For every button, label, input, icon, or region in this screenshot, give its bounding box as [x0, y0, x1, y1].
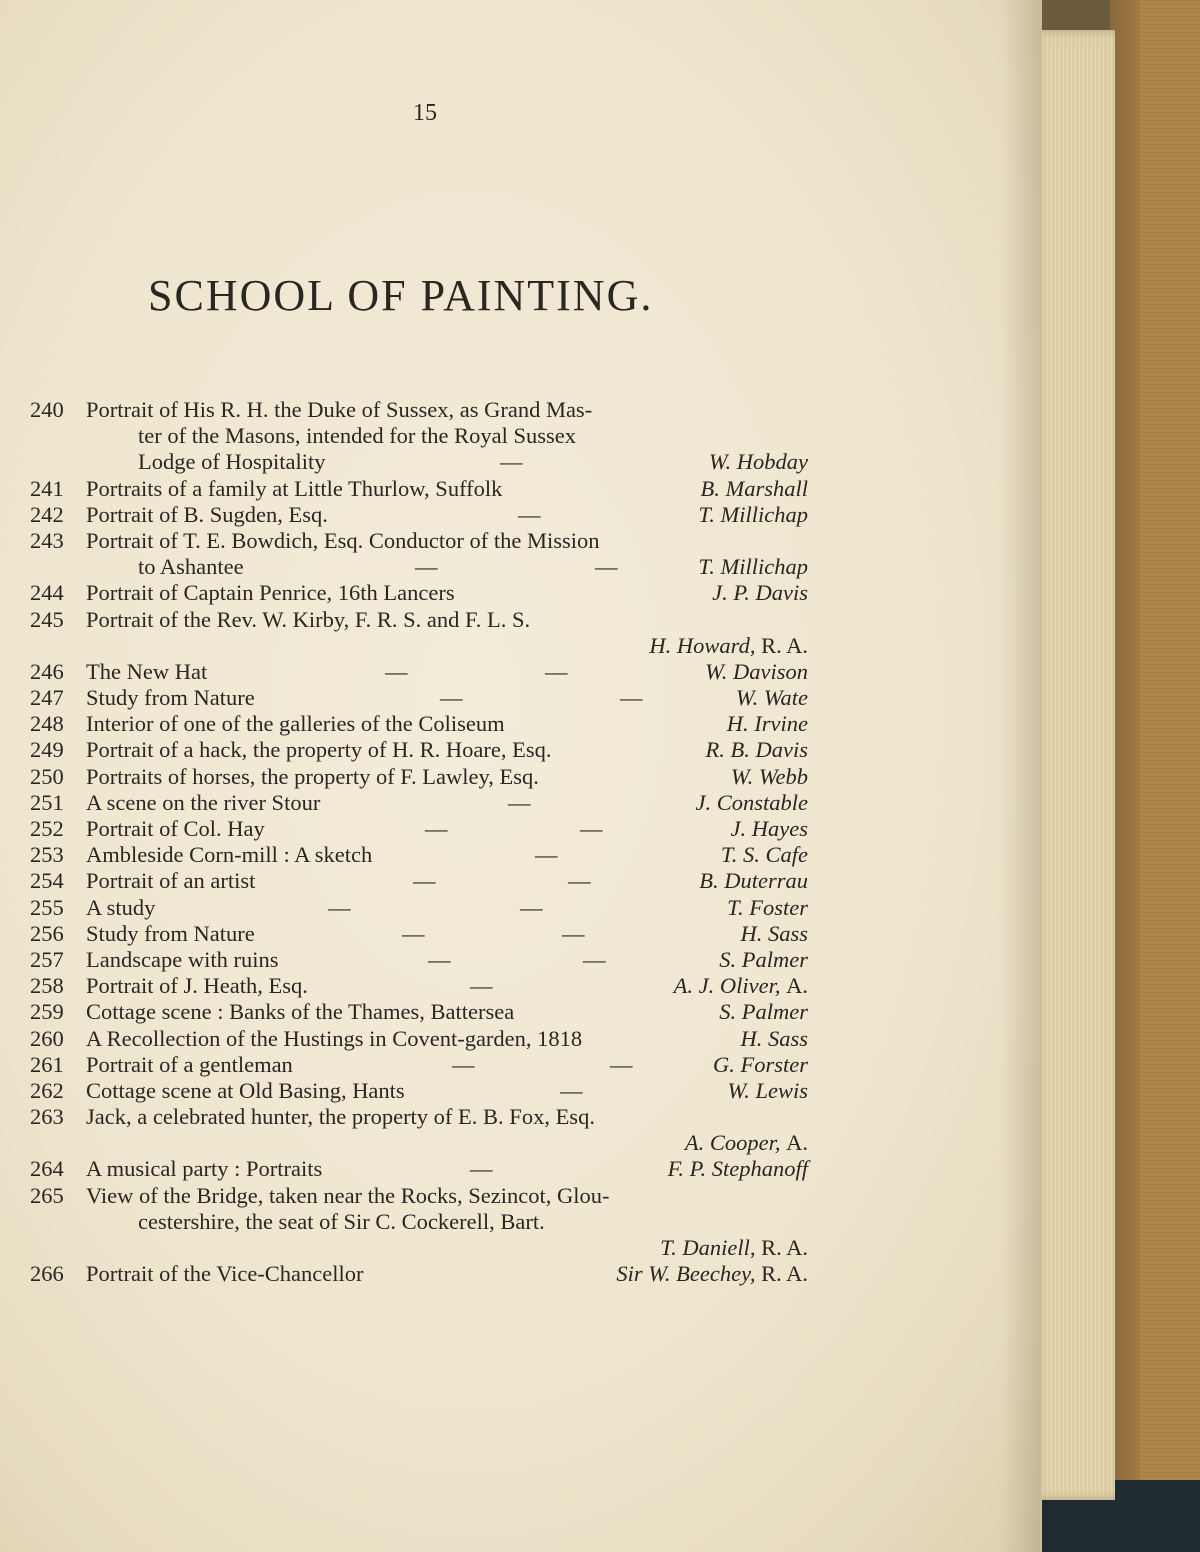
catalog-line	[30, 1078, 820, 1104]
catalog-line	[30, 685, 820, 711]
entry-description: Portrait of J. Heath, Esq.	[86, 973, 308, 999]
catalog-line	[30, 1209, 820, 1235]
entry-artist: T. S. Cafe	[720, 842, 808, 868]
entry-description: Interior of one of the galleries of the Coliseum	[86, 711, 505, 737]
entry-description-continued: to Ashantee	[138, 554, 244, 580]
entry-description: Portrait of the Vice-Chancellor	[86, 1261, 364, 1287]
entry-artist: A. Cooper,	[684, 1130, 781, 1156]
em-dash: —	[580, 816, 603, 841]
entry-number: 266	[30, 1261, 64, 1287]
entry-number: 243	[30, 527, 64, 553]
em-dash: —	[328, 894, 351, 920]
entry-number: 250	[30, 763, 64, 789]
catalog-line	[30, 1104, 820, 1130]
em-dash: —	[520, 894, 543, 920]
entry-artist: W. Lewis	[727, 1077, 808, 1103]
em-dash: —	[413, 868, 436, 894]
em-dash: —	[385, 658, 408, 684]
entry-description: Portraits of horses, the property of F. Lawley, Esq.	[86, 763, 539, 789]
entry-artist: J. Constable	[695, 789, 808, 815]
em-dash: —	[452, 1051, 475, 1077]
em-dash: —	[518, 501, 541, 527]
entry-description: A scene on the river Stour	[86, 789, 321, 815]
catalog-line	[30, 737, 820, 763]
catalog-line	[30, 999, 820, 1025]
entry-description: Portrait of B. Sugden, Esq.	[86, 501, 328, 527]
entry-artist: H. Sass	[740, 920, 808, 946]
entry-description: Portrait of T. E. Bowdich, Esq. Conductor of the Mission	[86, 527, 600, 553]
entry-artist: R. B. Davis	[705, 737, 808, 763]
entry-number: 262	[30, 1077, 64, 1103]
entry-number: 249	[30, 737, 64, 763]
em-dash: —	[508, 789, 531, 815]
entry-artist: G. Forster	[713, 1051, 808, 1077]
entry-description: Portrait of Captain Penrice, 16th Lancers	[86, 580, 455, 606]
catalog-line	[30, 607, 820, 633]
entry-artist: W. Davison	[705, 658, 808, 684]
entry-number: 254	[30, 868, 64, 894]
em-dash: —	[583, 946, 606, 972]
entry-description: Ambleside Corn-mill : A sketch	[86, 842, 373, 868]
entry-number: 261	[30, 1051, 64, 1077]
entry-description: Study from Nature	[86, 685, 255, 711]
catalog-line	[30, 868, 820, 894]
entry-artist: W. Webb	[730, 763, 808, 789]
entry-artist-suffix: A.	[786, 973, 808, 999]
entry-artist: J. P. Davis	[712, 580, 808, 606]
entry-number: 263	[30, 1104, 64, 1130]
em-dash: —	[470, 973, 493, 999]
catalog-line	[30, 397, 820, 423]
catalog-line	[30, 895, 820, 921]
em-dash: —	[620, 685, 643, 711]
entry-description: A study	[86, 894, 156, 920]
entry-description: A Recollection of the Hustings in Covent-garden, 1818	[86, 1025, 583, 1051]
catalog-line	[30, 528, 820, 554]
entry-description: Portrait of an artist	[86, 868, 256, 894]
entry-number: 245	[30, 606, 64, 632]
entry-number: 242	[30, 501, 64, 527]
entry-artist: H. Howard,	[649, 632, 756, 658]
entry-description-continued: cestershire, the seat of Sir C. Cockerell, Bart.	[138, 1208, 545, 1234]
entry-description: Portrait of His R. H. the Duke of Sussex, as Grand Mas-	[86, 397, 593, 422]
catalog-line	[30, 764, 820, 790]
em-dash: —	[562, 920, 585, 946]
entry-artist: T. Daniell,	[660, 1235, 756, 1260]
em-dash: —	[425, 816, 448, 841]
catalog-line	[30, 554, 820, 580]
entry-number: 247	[30, 685, 64, 711]
entry-artist: W. Wate	[735, 685, 808, 711]
entry-artist: J. Hayes	[730, 816, 808, 841]
entry-artist-suffix: R. A.	[761, 632, 808, 658]
page-number: 15	[413, 100, 437, 126]
entry-description: Portrait of a gentleman	[86, 1051, 293, 1077]
entry-artist: S. Palmer	[719, 946, 808, 972]
catalog-line	[30, 502, 820, 528]
entry-number: 256	[30, 920, 64, 946]
catalog-line	[30, 659, 820, 685]
em-dash: —	[500, 449, 523, 475]
entry-artist-block	[660, 1235, 808, 1261]
em-dash: —	[568, 868, 591, 894]
entry-artist: S. Palmer	[719, 999, 808, 1025]
catalog-line	[30, 1130, 820, 1156]
entry-artist: F. P. Stephanoff	[667, 1156, 808, 1182]
catalog-line	[30, 423, 820, 449]
entry-artist: B. Duterrau	[699, 868, 808, 894]
entry-number: 265	[30, 1182, 64, 1208]
em-dash: —	[535, 842, 558, 868]
em-dash: —	[440, 685, 463, 711]
entry-description-continued: Lodge of Hospitality	[138, 449, 326, 475]
catalog-line	[30, 947, 820, 973]
entry-artist: H. Irvine	[726, 711, 808, 737]
catalog-line	[30, 842, 820, 868]
entry-description: Landscape with ruins	[86, 946, 279, 972]
em-dash: —	[545, 658, 568, 684]
entry-description: Portrait of a hack, the property of H. R. Hoare, Esq.	[86, 737, 552, 763]
entry-number: 260	[30, 1025, 64, 1051]
entry-description: Jack, a celebrated hunter, the property of E. B. Fox, Esq.	[86, 1104, 595, 1130]
entry-description: Study from Nature	[86, 920, 255, 946]
entry-description: View of the Bridge, taken near the Rocks, Sezincot, Glou-	[86, 1182, 610, 1208]
entry-number: 252	[30, 816, 64, 841]
page-fore-edge	[1030, 30, 1115, 1500]
entry-artist: A. J. Oliver,	[673, 973, 781, 999]
entry-description: Cottage scene at Old Basing, Hants	[86, 1077, 405, 1103]
entry-number: 264	[30, 1156, 64, 1182]
entry-description: Cottage scene : Banks of the Thames, Battersea	[86, 999, 515, 1025]
catalog-line	[30, 580, 820, 606]
catalog-list	[30, 397, 820, 1287]
em-dash: —	[402, 920, 425, 946]
entry-artist-suffix: R. A.	[761, 1261, 808, 1287]
catalog-line	[30, 1183, 820, 1209]
entry-artist-block	[674, 973, 808, 999]
entry-artist: W. Hobday	[708, 449, 808, 475]
entry-description-continued: ter of the Masons, intended for the Royal Sussex	[138, 423, 577, 449]
entry-artist: Sir W. Beechey,	[616, 1261, 756, 1287]
entry-description: Portrait of Col. Hay	[86, 816, 265, 841]
entry-artist-block	[649, 633, 808, 659]
em-dash: —	[560, 1077, 583, 1103]
em-dash: —	[415, 554, 438, 580]
entry-artist: B. Marshall	[700, 475, 808, 501]
page-gutter-shadow	[1000, 0, 1040, 1552]
entry-description: The New Hat	[86, 658, 208, 684]
entry-number: 255	[30, 894, 64, 920]
book-cover-edge	[1140, 0, 1200, 1552]
entry-artist: T. Millichap	[698, 554, 808, 580]
em-dash: —	[470, 1156, 493, 1182]
entry-description: Portraits of a family at Little Thurlow, Suffolk	[86, 475, 503, 501]
entry-number: 251	[30, 789, 64, 815]
entry-artist-suffix: R. A.	[761, 1235, 808, 1260]
catalog-line	[30, 790, 820, 816]
entry-number: 240	[30, 397, 64, 422]
entry-artist-suffix: A.	[786, 1130, 808, 1156]
catalog-line	[30, 816, 820, 842]
em-dash: —	[595, 554, 618, 580]
entry-artist: H. Sass	[740, 1025, 808, 1051]
entry-number: 253	[30, 842, 64, 868]
entry-number: 259	[30, 999, 64, 1025]
entry-description: Portrait of the Rev. W. Kirby, F. R. S. and F. L. S.	[86, 606, 531, 632]
entry-artist-block	[685, 1130, 808, 1156]
entry-number: 244	[30, 580, 64, 606]
em-dash: —	[428, 946, 451, 972]
catalog-line	[30, 1026, 820, 1052]
catalog-line	[30, 1235, 820, 1261]
catalog-line	[30, 449, 820, 475]
section-heading: SCHOOL OF PAINTING.	[148, 271, 654, 320]
catalog-line	[30, 711, 820, 737]
entry-number: 248	[30, 711, 64, 737]
em-dash: —	[610, 1051, 633, 1077]
catalog-line	[30, 973, 820, 999]
entry-number: 246	[30, 658, 64, 684]
catalog-line	[30, 1156, 820, 1182]
entry-artist: T. Foster	[727, 894, 808, 920]
catalog-line	[30, 1052, 820, 1078]
catalog-line	[30, 921, 820, 947]
catalog-line	[30, 633, 820, 659]
entry-number: 241	[30, 475, 64, 501]
catalog-line	[30, 476, 820, 502]
entry-description: A musical party : Portraits	[86, 1156, 323, 1182]
entry-artist: T. Millichap	[698, 501, 808, 527]
entry-artist-block	[616, 1261, 808, 1287]
catalog-line	[30, 1261, 820, 1287]
entry-number: 258	[30, 973, 64, 999]
entry-number: 257	[30, 946, 64, 972]
